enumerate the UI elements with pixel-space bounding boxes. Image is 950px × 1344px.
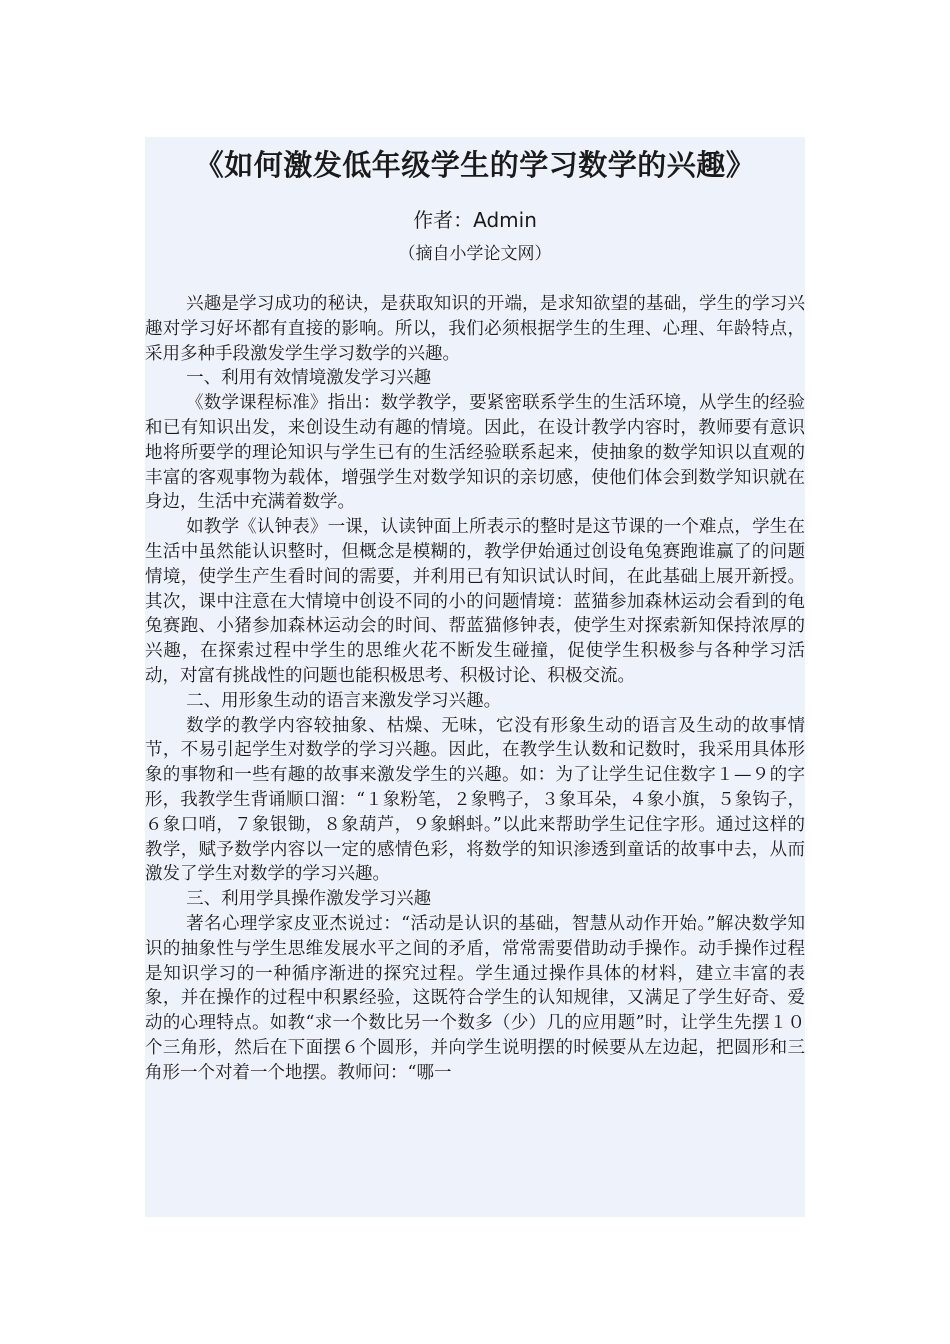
document-author: 作者：Admin <box>413 208 537 232</box>
paragraph: 兴趣是学习成功的秘诀，是获取知识的开端，是求知欲望的基础，学生的学习兴趣对学习好坏都有直接的影响。所以，我们必须根据学生的生理、心理、年龄特点，采用多种手段激发学生学习数学的兴趣。 <box>145 294 805 364</box>
section-heading: 二、用形象生动的语言来激发学习兴趣。 <box>186 690 502 711</box>
section-heading: 三、利用学具操作激发学习兴趣 <box>186 889 432 910</box>
paragraph: 数学的教学内容较抽象、枯燥、无味，它没有形象生动的语言及生动的故事情节，不易引起学生对数学的学习兴趣。因此，在教学生认数和记数时，我采用具体形象的事物和一些有趣的故事来激发学生的兴趣。如：为了让学生记住数字１—９的字形，我教学生背诵顺口溜：“１象粉笔，２象鸭子，３象耳朵，４象小旗，５象钩子，６象口哨，７象银锄，８象葫芦，９象蝌蚪。”以此来帮助学生记住字形。通过这样的教学，赋予数学内容以一定的感情色彩，将数学的知识渗透到童话的故事中去，从而激发了学生对数学的学习兴趣。 <box>145 715 805 885</box>
paragraph: 《数学课程标准》指出：数学教学，要紧密联系学生的生活环境，从学生的经验和已有知识出发，来创设生动有趣的情境。因此，在设计教学内容时，教师要有意识地将所要学的理论知识与学生已有的生活经验联系起来，使抽象的数学知识以直观的丰富的客观事物为载体，增强学生对数学知识的亲切感，使他们体会到数学知识就在身边，生活中充满着数学。 <box>145 393 805 513</box>
document-title: 《如何激发低年级学生的学习数学的兴趣》 <box>194 148 756 182</box>
paragraph: 著名心理学家皮亚杰说过：“活动是认识的基础，智慧从动作开始。”解决数学知识的抽象性与学生思维发展水平之间的矛盾，常常需要借助动手操作。动手操作过程是知识学习的一种循序渐进的探究过程。学生通过操作具体的材料，建立丰富的表象，并在操作的过程中积累经验，这既符合学生的认知规律，又满足了学生好奇、爱动的心理特点。如教“求一个数比另一个数多（少）几的应用题”时，让学生先摆１０个三角形，然后在下面摆６个圆形，并向学生说明摆的时候要从左边起，把圆形和三角形一个对着一个地摆。教师问：“哪一 <box>145 913 805 1083</box>
document-page <box>145 137 805 1217</box>
section-heading: 一、利用有效情境激发学习兴趣 <box>186 368 432 389</box>
paragraph: 如教学《认钟表》一课，认读钟面上所表示的整时是这节课的一个难点，学生在生活中虽然能认识整时，但概念是模糊的，教学伊始通过创设龟兔赛跑谁赢了的问题情境，使学生产生看时间的需要，并利用已有知识试认时间，在此基础上展开新授。其次，课中注意在大情境中创设不同的小的问题情境：蓝猫参加森林运动会看到的龟兔赛跑、小猪参加森林运动会的时间、帮蓝猫修钟表，使学生对探索新知保持浓厚的兴趣，在探索过程中学生的思维火花不断发生碰撞，促使学生积极参与各种学习活动，对富有挑战性的问题也能积极思考、积极讨论、积极交流。 <box>145 517 805 686</box>
document-body <box>145 292 805 1086</box>
document-source: （摘自小学论文网） <box>398 244 552 264</box>
